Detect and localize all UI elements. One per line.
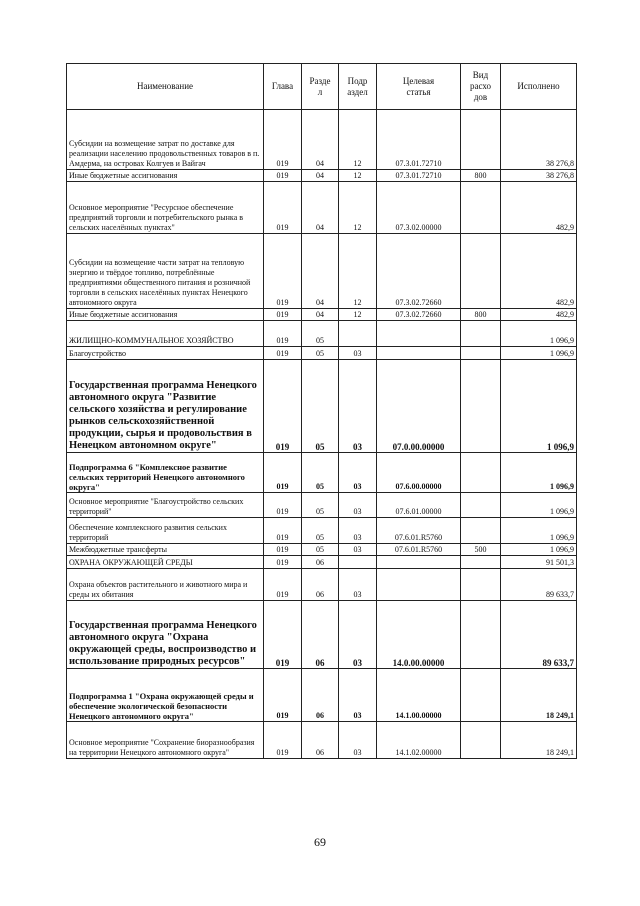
row-glava: 019 — [264, 556, 302, 569]
row-vid: 500 — [461, 544, 501, 556]
row-amount: 1 096,9 — [501, 347, 577, 360]
header-glava: Глава — [264, 64, 302, 110]
row-glava: 019 — [264, 309, 302, 321]
row-target: 07.6.01.R5760 — [377, 544, 461, 556]
table-row — [67, 360, 577, 453]
row-vid — [461, 569, 501, 601]
row-vid — [461, 722, 501, 759]
row-target: 07.3.02.72660 — [377, 309, 461, 321]
row-razdel: 05 — [302, 544, 339, 556]
row-vid — [461, 321, 501, 347]
row-glava: 019 — [264, 569, 302, 601]
row-name: Обеспечение комплексного развития сельских территорий — [67, 518, 264, 544]
table-row — [67, 722, 577, 759]
row-vid: 800 — [461, 309, 501, 321]
row-glava: 019 — [264, 493, 302, 518]
table-row — [67, 556, 577, 569]
row-amount: 89 633,7 — [501, 569, 577, 601]
row-target: 07.3.01.72710 — [377, 110, 461, 170]
row-amount: 482,9 — [501, 234, 577, 309]
row-amount: 91 501,3 — [501, 556, 577, 569]
row-podrazdel: 03 — [339, 544, 377, 556]
table-header-row — [67, 64, 577, 110]
row-razdel: 04 — [302, 182, 339, 234]
row-razdel: 06 — [302, 601, 339, 669]
row-podrazdel: 03 — [339, 669, 377, 722]
row-name: Государственная программа Ненецкого автономного округа "Охрана окружающей среды, воспроизводство и использование природных ресурсов" — [67, 601, 264, 669]
row-name: ОХРАНА ОКРУЖАЮЩЕЙ СРЕДЫ — [67, 556, 264, 569]
row-podrazdel: 03 — [339, 518, 377, 544]
row-podrazdel: 12 — [339, 110, 377, 170]
row-vid — [461, 493, 501, 518]
row-name: Подпрограмма 1 "Охрана окружающей среды и обеспечение экологической безопасности Ненецкого автономного округа" — [67, 669, 264, 722]
row-glava: 019 — [264, 360, 302, 453]
row-glava: 019 — [264, 669, 302, 722]
row-target — [377, 347, 461, 360]
row-podrazdel — [339, 556, 377, 569]
row-target: 07.6.01.00000 — [377, 493, 461, 518]
header-razdel: Разде л — [302, 64, 339, 110]
row-vid — [461, 110, 501, 170]
table-row — [67, 182, 577, 234]
row-name: Основное мероприятие "Благоустройство сельских территорий" — [67, 493, 264, 518]
row-razdel: 06 — [302, 569, 339, 601]
row-podrazdel: 03 — [339, 347, 377, 360]
row-podrazdel — [339, 321, 377, 347]
row-name: Благоустройство — [67, 347, 264, 360]
row-name: Иные бюджетные ассигнования — [67, 309, 264, 321]
row-razdel: 05 — [302, 360, 339, 453]
row-name: Государственная программа Ненецкого автономного округа "Развитие сельского хозяйства и регулирование рынков сельскохозяйственной продукции, сырья и продовольствия в Ненецком автономном округе" — [67, 360, 264, 453]
table-row — [67, 321, 577, 347]
row-podrazdel: 03 — [339, 453, 377, 493]
row-target: 14.1.02.00000 — [377, 722, 461, 759]
row-podrazdel: 12 — [339, 170, 377, 182]
row-name: Охрана объектов растительного и животного мира и среды их обитания — [67, 569, 264, 601]
row-name: Межбюджетные трансферты — [67, 544, 264, 556]
table-row — [67, 453, 577, 493]
row-glava: 019 — [264, 347, 302, 360]
row-name: Подпрограмма 6 "Комплексное развитие сельских территорий Ненецкого автономного округа" — [67, 453, 264, 493]
row-amount: 1 096,9 — [501, 360, 577, 453]
header-expense-type: Вид расхо дов — [461, 64, 501, 110]
row-target: 07.3.01.72710 — [377, 170, 461, 182]
row-target: 14.1.00.00000 — [377, 669, 461, 722]
row-amount: 482,9 — [501, 182, 577, 234]
row-razdel: 04 — [302, 170, 339, 182]
budget-execution-table — [66, 63, 577, 759]
row-vid: 800 — [461, 170, 501, 182]
table-row — [67, 544, 577, 556]
row-podrazdel: 12 — [339, 182, 377, 234]
row-vid — [461, 234, 501, 309]
row-razdel: 04 — [302, 309, 339, 321]
table-row — [67, 493, 577, 518]
row-podrazdel: 03 — [339, 601, 377, 669]
header-executed: Исполнено — [501, 64, 577, 110]
row-target — [377, 569, 461, 601]
row-amount: 1 096,9 — [501, 321, 577, 347]
row-glava: 019 — [264, 321, 302, 347]
row-vid — [461, 347, 501, 360]
row-podrazdel: 12 — [339, 309, 377, 321]
row-podrazdel: 03 — [339, 569, 377, 601]
page-number: 69 — [314, 835, 326, 849]
row-razdel: 04 — [302, 110, 339, 170]
row-razdel: 06 — [302, 669, 339, 722]
row-vid — [461, 182, 501, 234]
header-podrazdel: Подр аздел — [339, 64, 377, 110]
row-target: 07.6.00.00000 — [377, 453, 461, 493]
table-row — [67, 569, 577, 601]
header-target-article: Целевая статья — [377, 64, 461, 110]
row-amount: 482,9 — [501, 309, 577, 321]
row-razdel: 04 — [302, 234, 339, 309]
row-podrazdel: 03 — [339, 360, 377, 453]
row-target: 07.0.00.00000 — [377, 360, 461, 453]
row-name: Иные бюджетные ассигнования — [67, 170, 264, 182]
row-razdel: 05 — [302, 493, 339, 518]
row-razdel: 05 — [302, 453, 339, 493]
row-razdel: 06 — [302, 556, 339, 569]
row-amount: 18 249,1 — [501, 722, 577, 759]
row-glava: 019 — [264, 182, 302, 234]
table-row — [67, 309, 577, 321]
row-name: Основное мероприятие "Ресурсное обеспечение предприятий торговли и потребительского рынка в сельских населённых пунктах" — [67, 182, 264, 234]
row-glava: 019 — [264, 234, 302, 309]
row-razdel: 05 — [302, 321, 339, 347]
row-amount: 89 633,7 — [501, 601, 577, 669]
row-razdel: 06 — [302, 722, 339, 759]
row-target — [377, 556, 461, 569]
header-name: Наименование — [67, 64, 264, 110]
row-amount: 1 096,9 — [501, 544, 577, 556]
row-amount: 1 096,9 — [501, 493, 577, 518]
row-amount: 38 276,8 — [501, 170, 577, 182]
row-target: 07.6.01.R5760 — [377, 518, 461, 544]
row-target: 07.3.02.00000 — [377, 182, 461, 234]
row-name: ЖИЛИЩНО-КОММУНАЛЬНОЕ ХОЗЯЙСТВО — [67, 321, 264, 347]
row-glava: 019 — [264, 722, 302, 759]
row-target: 14.0.00.00000 — [377, 601, 461, 669]
row-vid — [461, 518, 501, 544]
row-amount: 38 276,8 — [501, 110, 577, 170]
row-podrazdel: 03 — [339, 722, 377, 759]
row-razdel: 05 — [302, 347, 339, 360]
row-vid — [461, 360, 501, 453]
row-glava: 019 — [264, 170, 302, 182]
row-target — [377, 321, 461, 347]
row-glava: 019 — [264, 518, 302, 544]
row-glava: 019 — [264, 544, 302, 556]
row-podrazdel: 03 — [339, 493, 377, 518]
row-vid — [461, 669, 501, 722]
table-row — [67, 669, 577, 722]
row-vid — [461, 453, 501, 493]
table-row — [67, 170, 577, 182]
row-glava: 019 — [264, 110, 302, 170]
row-name: Основное мероприятие "Сохранение биоразнообразия на территории Ненецкого автономного округа" — [67, 722, 264, 759]
table-row — [67, 601, 577, 669]
row-amount: 1 096,9 — [501, 453, 577, 493]
row-podrazdel: 12 — [339, 234, 377, 309]
row-name: Субсидии на возмещение части затрат на тепловую энергию и твёрдое топливо, потреблённые предприятиями общественного питания и розничной торговли в сельских населённых пунктах Ненецкого автономного округа — [67, 234, 264, 309]
table-row — [67, 110, 577, 170]
table-row — [67, 234, 577, 309]
table-row — [67, 518, 577, 544]
row-name: Субсидии на возмещение затрат по доставке для реализации населению продовольственных товаров в п. Амдерма, на островах Колгуев и Вайгач — [67, 110, 264, 170]
row-amount: 1 096,9 — [501, 518, 577, 544]
row-vid — [461, 556, 501, 569]
row-glava: 019 — [264, 601, 302, 669]
row-amount: 18 249,1 — [501, 669, 577, 722]
row-razdel: 05 — [302, 518, 339, 544]
row-glava: 019 — [264, 453, 302, 493]
row-target: 07.3.02.72660 — [377, 234, 461, 309]
table-row — [67, 347, 577, 360]
row-vid — [461, 601, 501, 669]
